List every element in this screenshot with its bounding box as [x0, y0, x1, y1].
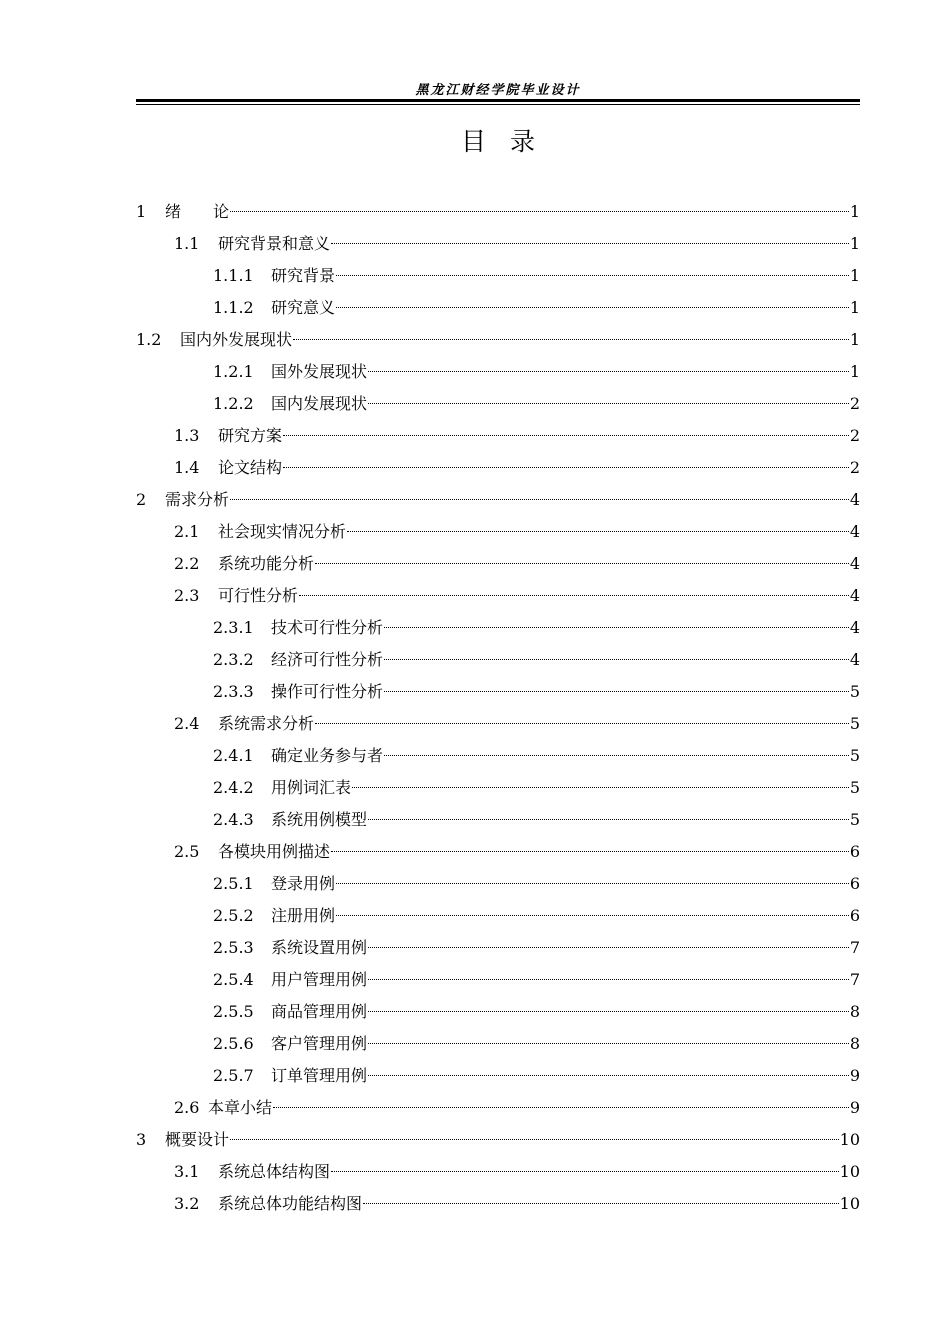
toc-entry[interactable] [136, 548, 860, 580]
toc-entry-page: 10 [839, 1194, 860, 1213]
toc-entry-label: 国内外发展现状 [180, 330, 293, 349]
header-rule-thick [136, 99, 860, 102]
toc-entry-number: 1.3 [174, 426, 200, 445]
toc-entry-number: 2.5.4 [213, 970, 254, 989]
toc-entry-label: 客户管理用例 [271, 1034, 368, 1053]
toc-entry-page: 10 [839, 1130, 860, 1149]
toc-entry-page: 5 [849, 810, 860, 829]
table-of-contents [136, 196, 860, 1220]
toc-entry[interactable] [136, 740, 860, 772]
toc-entry-page: 7 [849, 970, 860, 989]
toc-entry-label: 概要设计 [165, 1130, 230, 1149]
toc-entry-page: 6 [849, 906, 860, 925]
toc-entry[interactable] [136, 516, 860, 548]
toc-entry-number: 1.2 [136, 330, 162, 349]
toc-entry-number: 1.2.1 [213, 362, 254, 381]
toc-entry-label: 商品管理用例 [271, 1002, 368, 1021]
toc-entry-page: 6 [849, 842, 860, 861]
toc-dot-leader [368, 1011, 849, 1012]
toc-entry-page: 4 [849, 554, 860, 573]
toc-dot-leader [368, 371, 849, 372]
toc-entry[interactable] [136, 356, 860, 388]
toc-entry-page: 2 [849, 426, 860, 445]
toc-entry-number: 2.5.7 [213, 1066, 254, 1085]
toc-entry-label: 确定业务参与者 [271, 746, 384, 765]
header-rule-thin [136, 104, 860, 105]
toc-entry[interactable] [136, 676, 860, 708]
toc-entry-number: 1 [136, 202, 147, 221]
toc-entry-page: 1 [849, 266, 860, 285]
toc-entry-page: 1 [849, 362, 860, 381]
toc-entry[interactable] [136, 1156, 860, 1188]
toc-entry-label: 各模块用例描述 [218, 842, 331, 861]
toc-entry-label: 绪 论 [165, 202, 230, 221]
toc-dot-leader [315, 723, 849, 724]
toc-title: 目录 [460, 127, 559, 156]
toc-dot-leader [368, 1043, 849, 1044]
toc-entry-label: 论文结构 [218, 458, 283, 477]
toc-entry-page: 9 [849, 1098, 860, 1117]
toc-entry-label: 系统总体结构图 [218, 1162, 331, 1181]
toc-entry[interactable] [136, 644, 860, 676]
toc-entry-label: 需求分析 [165, 490, 230, 509]
toc-entry-number: 2.3.2 [213, 650, 254, 669]
toc-entry-label: 技术可行性分析 [271, 618, 384, 637]
toc-entry-page: 2 [849, 458, 860, 477]
toc-entry[interactable] [136, 1028, 860, 1060]
toc-dot-leader [299, 595, 849, 596]
toc-entry-number: 2.2 [174, 554, 200, 573]
toc-dot-leader [230, 1139, 839, 1140]
toc-entry-number: 2.3.3 [213, 682, 254, 701]
toc-entry-number: 2 [136, 490, 147, 509]
toc-dot-leader [368, 947, 849, 948]
toc-dot-leader [363, 1203, 839, 1204]
toc-entry-page: 6 [849, 874, 860, 893]
toc-dot-leader [336, 915, 849, 916]
toc-entry-number: 2.5.3 [213, 938, 254, 957]
toc-entry-label: 社会现实情况分析 [218, 522, 347, 541]
toc-dot-leader [384, 691, 849, 692]
toc-entry-number: 2.4.2 [213, 778, 254, 797]
toc-entry-number: 3.1 [174, 1162, 200, 1181]
toc-dot-leader [331, 851, 849, 852]
toc-entry[interactable] [136, 900, 860, 932]
toc-entry-label: 可行性分析 [218, 586, 299, 605]
toc-entry[interactable] [136, 804, 860, 836]
toc-entry[interactable] [136, 580, 860, 612]
toc-dot-leader [336, 307, 849, 308]
toc-dot-leader [384, 627, 849, 628]
toc-entry[interactable] [136, 452, 860, 484]
toc-entry-number: 3 [136, 1130, 147, 1149]
toc-dot-leader [315, 563, 849, 564]
toc-entry-page: 1 [849, 202, 860, 221]
toc-entry-number: 1.1.1 [213, 266, 254, 285]
toc-entry-number: 2.5.2 [213, 906, 254, 925]
toc-entry-page: 1 [849, 298, 860, 317]
toc-entry[interactable] [136, 292, 860, 324]
toc-entry-label: 系统总体功能结构图 [218, 1194, 363, 1213]
toc-dot-leader [368, 1075, 849, 1076]
toc-entry-page: 1 [849, 330, 860, 349]
toc-entry-page: 8 [849, 1002, 860, 1021]
toc-entry-number: 2.6 [174, 1098, 200, 1117]
toc-entry-label: 操作可行性分析 [271, 682, 384, 701]
toc-dot-leader [352, 787, 849, 788]
toc-entry-number: 1.1.2 [213, 298, 254, 317]
running-header: 黑龙江财经学院毕业设计 [415, 83, 581, 98]
toc-entry-page: 4 [849, 586, 860, 605]
toc-dot-leader [384, 755, 849, 756]
toc-entry-label: 研究意义 [271, 298, 336, 317]
toc-entry-label: 注册用例 [271, 906, 336, 925]
toc-entry-page: 4 [849, 522, 860, 541]
toc-dot-leader [331, 1171, 839, 1172]
toc-dot-leader [347, 531, 849, 532]
toc-entry[interactable] [136, 964, 860, 996]
toc-dot-leader [273, 1107, 849, 1108]
toc-entry[interactable] [136, 420, 860, 452]
toc-dot-leader [336, 883, 849, 884]
toc-entry[interactable] [136, 1092, 860, 1124]
toc-dot-leader [384, 659, 849, 660]
toc-entry-page: 9 [849, 1066, 860, 1085]
toc-entry[interactable] [136, 1188, 860, 1220]
toc-entry-number: 2.5.5 [213, 1002, 254, 1021]
toc-entry-number: 2.5.6 [213, 1034, 254, 1053]
toc-entry-label: 用例词汇表 [271, 778, 352, 797]
toc-dot-leader [283, 435, 849, 436]
toc-dot-leader [368, 819, 849, 820]
toc-entry-page: 10 [839, 1162, 860, 1181]
toc-entry[interactable] [136, 836, 860, 868]
toc-entry-label: 订单管理用例 [271, 1066, 368, 1085]
toc-dot-leader [368, 403, 849, 404]
toc-entry[interactable] [136, 484, 860, 516]
toc-entry-label: 系统功能分析 [218, 554, 315, 573]
toc-entry[interactable] [136, 996, 860, 1028]
toc-entry-number: 2.4.3 [213, 810, 254, 829]
toc-entry-number: 2.5.1 [213, 874, 254, 893]
toc-dot-leader [368, 979, 849, 980]
toc-dot-leader [331, 243, 849, 244]
toc-entry-number: 1.1 [174, 234, 200, 253]
toc-entry-page: 5 [849, 714, 860, 733]
toc-entry[interactable] [136, 612, 860, 644]
toc-entry-number: 1.4 [174, 458, 200, 477]
toc-entry[interactable] [136, 1124, 860, 1156]
toc-entry-page: 5 [849, 746, 860, 765]
toc-entry-number: 3.2 [174, 1194, 200, 1213]
toc-dot-leader [283, 467, 849, 468]
toc-dot-leader [293, 339, 849, 340]
toc-entry-number: 2.1 [174, 522, 200, 541]
toc-entry-page: 7 [849, 938, 860, 957]
toc-dot-leader [230, 499, 849, 500]
toc-entry-number: 2.3.1 [213, 618, 254, 637]
toc-entry[interactable] [136, 260, 860, 292]
toc-entry[interactable] [136, 772, 860, 804]
toc-dot-leader [230, 211, 849, 212]
toc-dot-leader [336, 275, 849, 276]
toc-entry[interactable] [136, 228, 860, 260]
toc-entry-label: 研究背景和意义 [218, 234, 331, 253]
toc-entry-label: 系统用例模型 [271, 810, 368, 829]
toc-entry-page: 4 [849, 618, 860, 637]
toc-entry[interactable] [136, 868, 860, 900]
toc-entry[interactable] [136, 932, 860, 964]
toc-entry[interactable] [136, 1060, 860, 1092]
toc-entry[interactable] [136, 324, 860, 356]
toc-entry-label: 系统需求分析 [218, 714, 315, 733]
toc-entry-page: 2 [849, 394, 860, 413]
toc-entry-label: 登录用例 [271, 874, 336, 893]
toc-entry-label: 本章小结 [208, 1098, 273, 1117]
toc-entry-label: 系统设置用例 [271, 938, 368, 957]
toc-entry-label: 经济可行性分析 [271, 650, 384, 669]
toc-entry-label: 用户管理用例 [271, 970, 368, 989]
toc-entry-label: 研究背景 [271, 266, 336, 285]
toc-entry-page: 1 [849, 234, 860, 253]
toc-entry-label: 研究方案 [218, 426, 283, 445]
toc-entry-label: 国外发展现状 [271, 362, 368, 381]
toc-entry-number: 1.2.2 [213, 394, 254, 413]
toc-entry-number: 2.4 [174, 714, 200, 733]
toc-entry-page: 5 [849, 778, 860, 797]
toc-entry-page: 5 [849, 682, 860, 701]
toc-entry[interactable] [136, 388, 860, 420]
toc-entry-page: 4 [849, 490, 860, 509]
toc-entry-number: 2.5 [174, 842, 200, 861]
toc-entry-label: 国内发展现状 [271, 394, 368, 413]
toc-entry[interactable] [136, 708, 860, 740]
toc-entry[interactable] [136, 196, 860, 228]
toc-entry-page: 8 [849, 1034, 860, 1053]
toc-entry-number: 2.4.1 [213, 746, 254, 765]
toc-entry-page: 4 [849, 650, 860, 669]
toc-entry-number: 2.3 [174, 586, 200, 605]
